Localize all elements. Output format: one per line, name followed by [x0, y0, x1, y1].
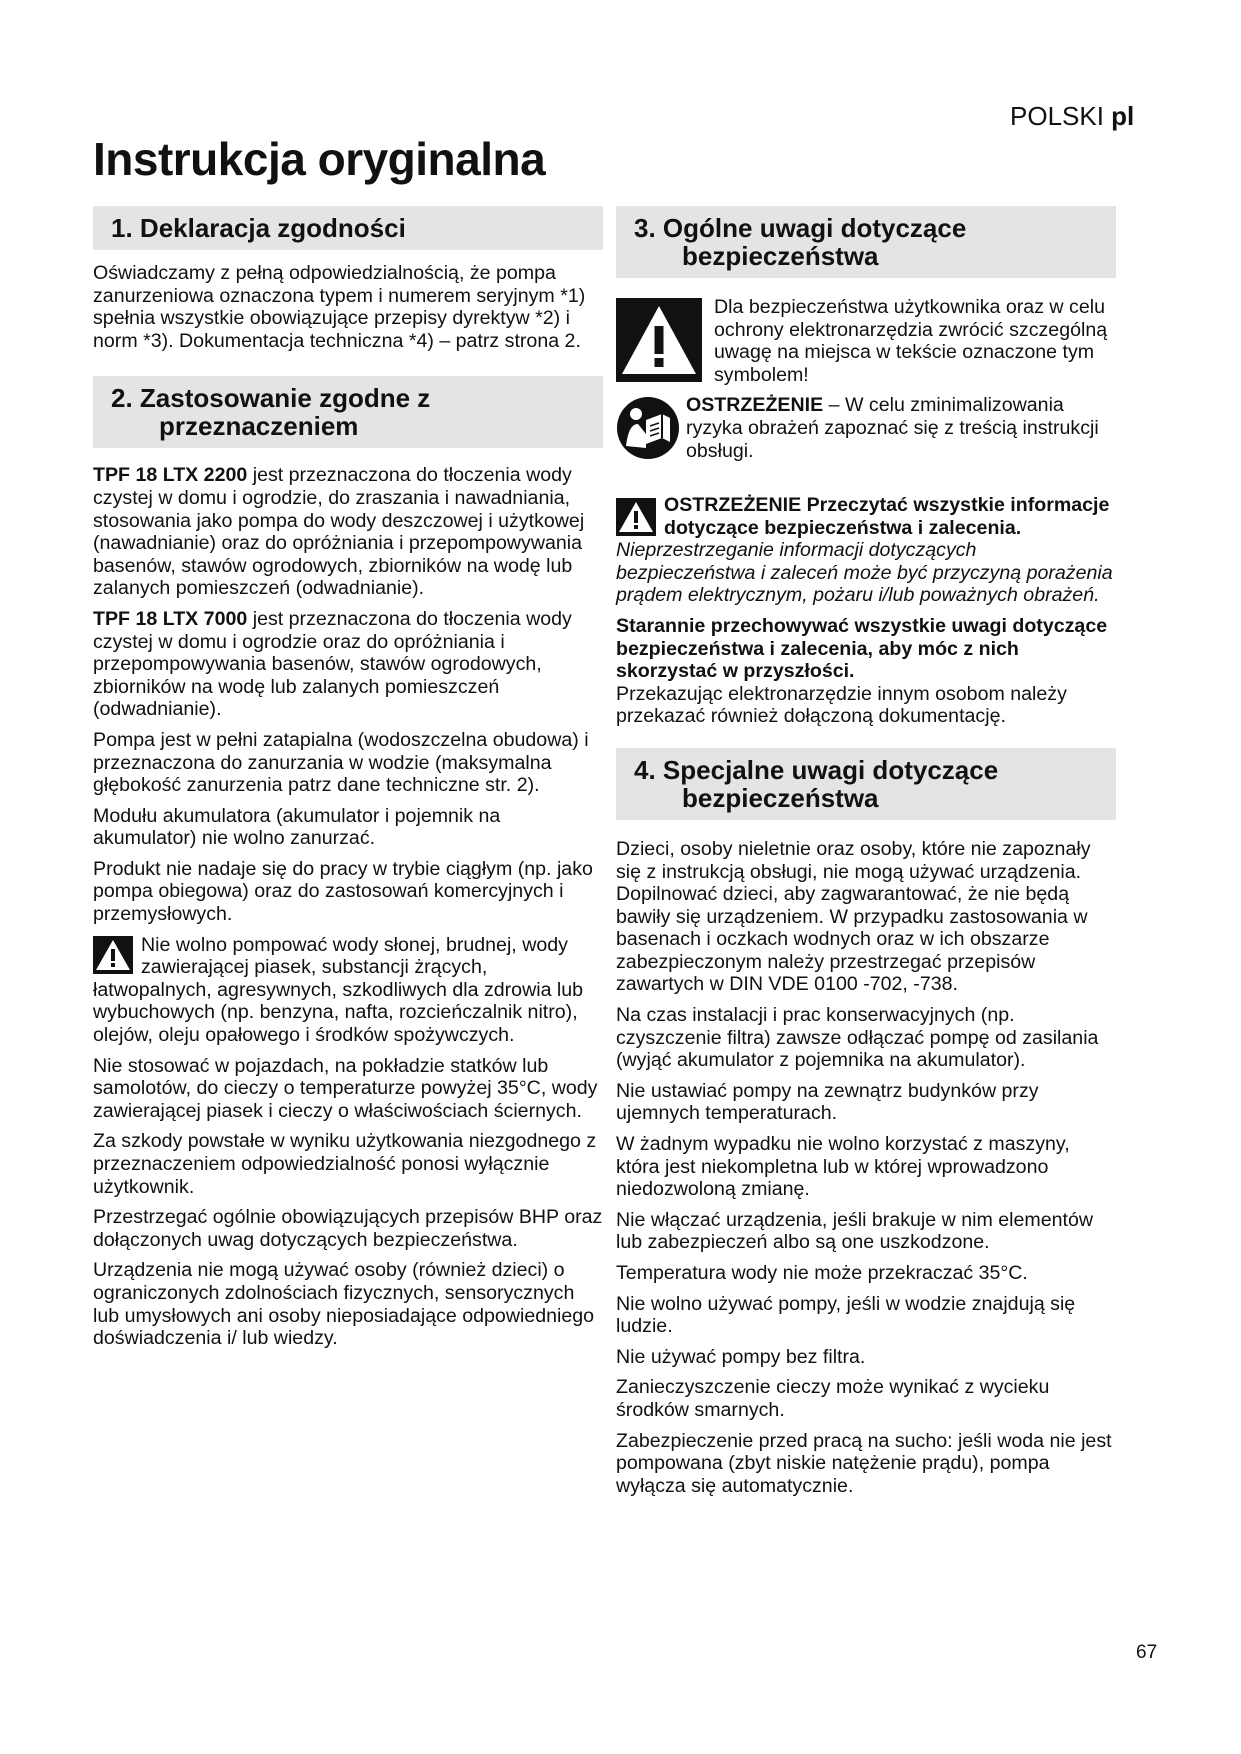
- section-2-number: 2.: [111, 383, 133, 414]
- section-2-paragraph-10: Urządzenia nie mogą używać osoby (również dzieci) o ograniczonych zdolnościach fizycznych, sensorycznych lub umysłowych ani osoby nieposiadające odpowiedniego doświadczenia i/ lub wiedzy.: [93, 1259, 595, 1350]
- section-2-paragraph-7: Nie stosować w pojazdach, na pokładzie statków lub samolotów, do cieczy o temperaturze powyżej 35°C, wody zawierającej piasek i cieczy o właściwościach ściernych.: [93, 1054, 598, 1122]
- general-warning: [616, 494, 1116, 607]
- read-manual-warning: [616, 394, 1116, 466]
- warning-triangle-icon: [93, 936, 133, 974]
- section-2-paragraph-8: Za szkody powstałe w wyniku użytkowania niezgodnego z przeznaczeniem odpowiedzialność ponosi wyłącznie użytkownik.: [93, 1130, 597, 1198]
- section-2-paragraph-6-text: Nie wolno pompować wody słonej, brudnej, wody zawierającej piasek, substancji żrących, łatwopalnych, agresywnych, szkodliwych dla zdrowia lub wybuchowych (np. benzyna, nafta, rozcieńczalnik nitro), olejów, oleju opałowego i środków spożywczych.: [93, 933, 584, 1047]
- section-2-paragraph-1-text: jest przeznaczona do tłoczenia wody czystej w domu i ogrodzie, do zraszania i nawadniania, stosowania jako pompa do wody deszczowej i użytkowej (nawadnianie) oraz do opróżniania i przepompowywania basenów, stawów ogrodowych, zbiorników na wodę lub zalanych pomieszczeń (odwadnianie).: [93, 464, 585, 600]
- safety-symbol-note-text: Dla bezpieczeństwa użytkownika oraz w celu ochrony elektronarzędzia zwrócić szczególną uwagę na miejsca w tekście oznaczone tym symbolem!: [714, 296, 1108, 386]
- section-2-paragraph-2-text: jest przeznaczona do tłoczenia wody czystej w domu i ogrodzie oraz do opróżniania i przepompowywania basenów, stawów ogrodowych, zbiorników na wodę lub zalanych pomieszczeń (odwadnianie).: [93, 607, 572, 721]
- section-3-title-line1: Ogólne uwagi dotyczące: [662, 213, 967, 243]
- section-2-paragraph-2: [93, 608, 603, 721]
- section-4-heading: [616, 748, 1116, 820]
- page-number: 67: [1136, 1642, 1158, 1663]
- section-4-paragraph-9: Zanieczyszczenie cieczy może wynikać z wycieku środków smarnych.: [616, 1376, 1050, 1421]
- section-2-title-line2: przeznaczeniem: [159, 411, 359, 442]
- section-2-paragraph-6: [93, 934, 603, 1047]
- language-label: [1010, 101, 1134, 132]
- section-4-paragraph-2: Na czas instalacji i prac konserwacyjnych (np. czyszczenie filtra) zawsze odłączać pompę od zasilania (wyjąć akumulator z pojemnika na akumulator).: [616, 1004, 1099, 1072]
- section-1-heading: [93, 206, 603, 250]
- section-2-paragraph-1: [93, 464, 603, 600]
- read-manual-warning-label: OSTRZEŻENIE: [686, 394, 824, 417]
- keep-instructions-note: [616, 615, 1116, 728]
- language-code: pl: [1111, 101, 1135, 131]
- keep-instructions-line2: przekazać również dołączoną dokumentację.: [616, 705, 1006, 728]
- read-manual-icon: [616, 396, 680, 466]
- section-2-paragraph-9: Przestrzegać ogólnie obowiązujących przepisów BHP oraz dołączonych uwag dotyczących bezpieczeństwa.: [93, 1206, 603, 1251]
- keep-instructions-line1: Przekazując elektronarzędzie innym osobom należy: [616, 682, 1067, 705]
- section-1-body: Oświadczamy z pełną odpowiedzialnością, że pompa zanurzeniowa oznaczona typem i numerem seryjnym *1) spełnia wszystkie obowiązujące przepisy dyrektyw *2) i norm *3). Dokumentacja techniczna *4) – patrz strona 2.: [93, 262, 586, 352]
- safety-symbol-note: [616, 296, 1116, 386]
- section-3-number: 3.: [634, 213, 656, 243]
- model-name-2200: TPF 18 LTX 2200: [93, 464, 248, 487]
- keep-instructions-bold: Starannie przechowywać wszystkie uwagi dotyczące bezpieczeństwa i zalecenia, aby móc z nich skorzystać w przyszłości.: [616, 614, 1108, 683]
- section-3-title-line2: bezpieczeństwa: [682, 241, 879, 271]
- language-word: POLSKI: [1010, 101, 1104, 131]
- section-4-title-line2: bezpieczeństwa: [682, 782, 879, 813]
- small-warning-triangle-icon: [616, 498, 656, 536]
- page-title: Instrukcja oryginalna: [93, 133, 546, 185]
- right-column: [616, 206, 1116, 1505]
- read-manual-warning-text: – W celu zminimalizowania ryzyka obrażeń zapoznać się z treścią instrukcji obsługi.: [686, 394, 1099, 462]
- section-2-paragraph-4: Modułu akumulatora (akumulator i pojemnik na akumulator) nie wolno zanurzać.: [93, 804, 501, 850]
- section-4-title-line1: Specjalne uwagi dotyczące: [662, 754, 999, 785]
- section-2-title-line1: Zastosowanie zgodne z: [139, 383, 431, 414]
- section-4-paragraph-5: Nie włączać urządzenia, jeśli brakuje w nim elementów lub zabezpieczeń albo są one uszkodzone.: [616, 1208, 1093, 1254]
- section-2-paragraph-3: Pompa jest w pełni zatapialna (wodoszczelna obudowa) i przeznaczona do zanurzania w wodzie (maksymalna głębokość zanurzenia patrz dane techniczne str. 2).: [93, 728, 589, 797]
- section-4-paragraph-10: Zabezpieczenie przed pracą na sucho: jeśli woda nie jest pompowana (zbyt niskie natężenie prądu), pompa wyłącza się automatycznie.: [616, 1429, 1112, 1497]
- section-1-title: Deklaracja zgodności: [139, 213, 406, 243]
- section-1-number: 1.: [111, 213, 133, 243]
- section-4-paragraph-7: Nie wolno używać pompy, jeśli w wodzie znajdują się ludzie.: [616, 1292, 1076, 1338]
- section-2-heading: [93, 376, 603, 448]
- section-4-paragraph-8: Nie używać pompy bez filtra.: [616, 1345, 866, 1368]
- section-4-paragraph-1: Dzieci, osoby nieletnie oraz osoby, które nie zapoznały się z instrukcją obsługi, nie mogą używać urządzenia. Dopilnować dzieci, aby zagwarantować, że nie będą bawiły się urządzeniem. W przypadku zastosowania w basenach i oczkach wodnych oraz w ich obszarze zabezpieczonym należy przestrzegać przepisów zawartych w DIN VDE 0100 -702, -738.: [616, 837, 1091, 996]
- section-2-paragraph-5: Produkt nie nadaje się do pracy w trybie ciągłym (np. jako pompa obiegowa) oraz do zastosowań komercyjnych i przemysłowych.: [93, 857, 593, 926]
- section-3-heading: [616, 206, 1116, 278]
- general-warning-text: Nieprzestrzeganie informacji dotyczących bezpieczeństwa i zaleceń może być przyczyną porażenia prądem elektrycznym, pożaru i/lub poważnych obrażeń.: [616, 539, 1113, 607]
- section-4-paragraph-4: W żadnym wypadku nie wolno korzystać z maszyny, która jest niekompletna lub w której wprowadzono niedozwoloną zmianę.: [616, 1133, 1070, 1201]
- general-warning-label: OSTRZEŻENIE Przeczytać wszystkie informacje dotyczące bezpieczeństwa i zalecenia.: [664, 493, 1110, 539]
- section-4-paragraph-6: Temperatura wody nie może przekraczać 35°C.: [616, 1262, 1028, 1284]
- left-column: [93, 206, 603, 1358]
- section-4-number: 4.: [634, 754, 656, 785]
- section-4-paragraph-3: Nie ustawiać pompy na zewnątrz budynków przy ujemnych temperaturach.: [616, 1079, 1039, 1125]
- large-warning-triangle-icon: [616, 298, 702, 382]
- model-name-7000: TPF 18 LTX 7000: [93, 607, 248, 630]
